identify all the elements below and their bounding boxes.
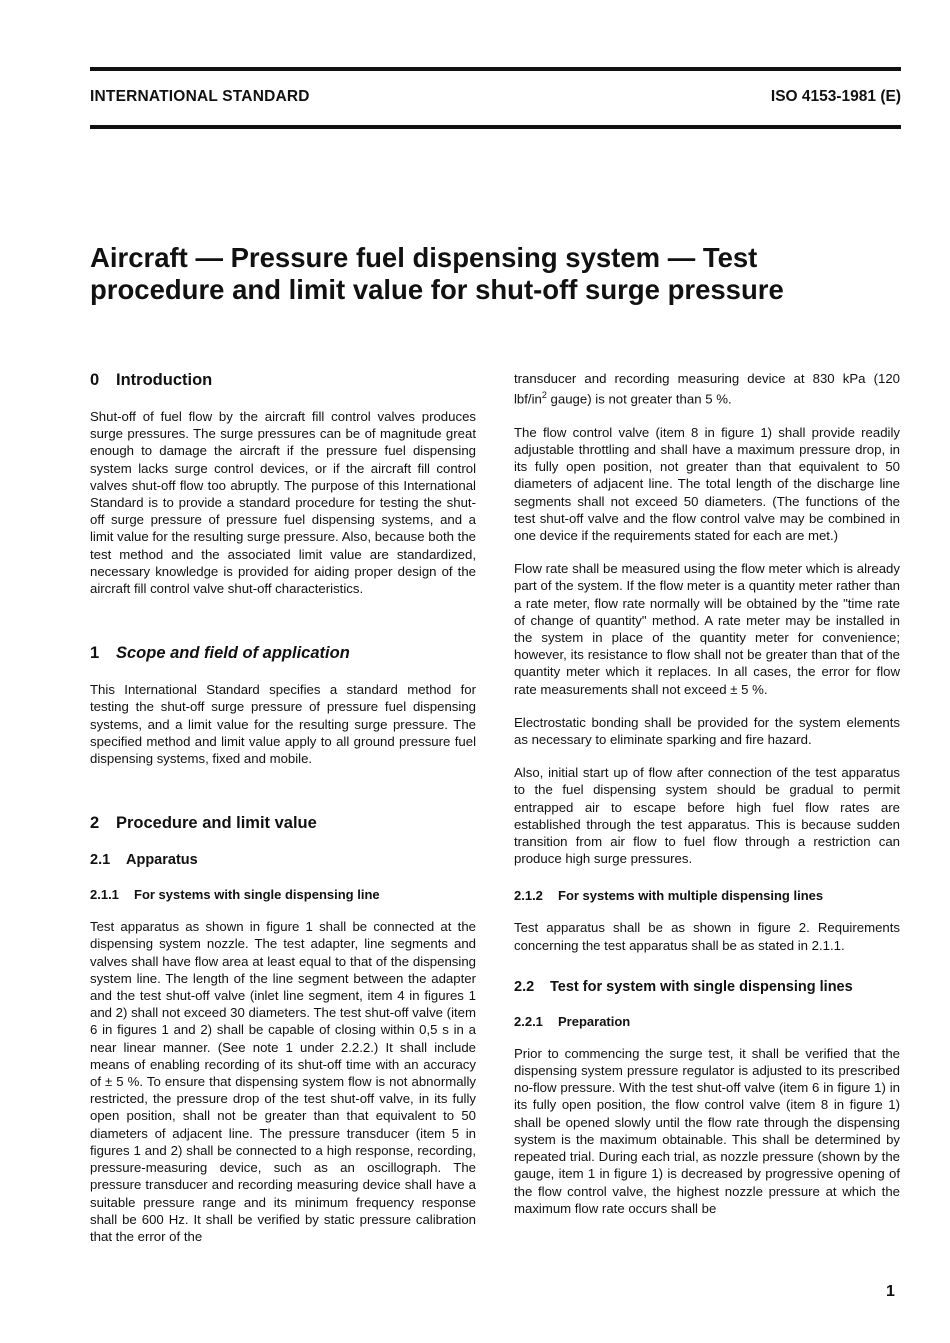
left-column	[90, 370, 476, 1261]
section-2-2-1-paragraph: Prior to commencing the surge test, it shall be verified that the dispensing system pressure regulator is adjusted to its prescribed no-flow pressure. With the test shut-off valve (item 6 in figure 1) in its fully open position, the flow control valve (item 8 in figure 1) shall be opened slowly until the flow rate through the dispensing system is the maximum obtainable. This shall be determined by repeated trial. During each trial, as nozzle pressure (shown by the gauge, item 1 in figure 1) is decreased by progressive opening of the flow control valve, the highest nozzle pressure at which the maximum flow rate occurs shall be	[514, 1045, 900, 1216]
section-number: 0	[90, 371, 100, 389]
section-title: Introduction	[116, 371, 213, 389]
text-run: gauge) is not greater than 5 %.	[546, 391, 732, 407]
header-standard-label: INTERNATIONAL STANDARD	[90, 88, 310, 105]
section-2-1-2-heading	[514, 887, 900, 904]
paragraph-continuation	[514, 370, 900, 408]
section-2-2-1-heading	[514, 1013, 900, 1030]
section-2-1-1-heading	[90, 886, 476, 903]
paragraph-flow-rate: Flow rate shall be measured using the flow meter which is already part of the system. If the flow meter is a quantity meter rather than a rate meter, flow rate normally will be obtained by the "time rate of change of quantity" method. A rate meter may be installed in the system in place of the quantity meter for convenience; however, its resistance to flow shall not be greater than that of the quantity meter which it replaces. In all cases, the error for flow rate measurements shall not exceed ± 5 %.	[514, 561, 900, 697]
section-1-heading	[90, 643, 476, 663]
section-2-1-1-paragraph: Test apparatus as shown in figure 1 shall be connected at the dispensing system nozzle. The test adapter, line segments and valves shall have flow area at least equal to that of the dispensing system line. The length of the line segment between the adapter and the test shut-off valve (inlet line segment, item 4 in figures 1 and 2) shall not exceed 30 diameters. The test shut-off valve (item 6 in figures 1 and 2) shall be capable of closing within 0,5 s in a near linear manner. (See note 1 under 2.2.2.) It shall include means of enabling recording of its shut-off time with an accuracy of ± 5 %. To ensure that dispensing system flow is not abnormally restricted, the pressure drop of the test shut-off valve, in its fully open position, shall not be greater than that equivalent to 50 diameters of adjacent line. The pressure transducer (item 5 in figures 1 and 2) shall be connected to a high response, recording, pressure-measuring device, such as an oscillograph. The pressure transducer and recording measuring device shall have a suitable pressure range and its minimum frequency response shall be 600 Hz. It shall be verified by static pressure calibration that the error of the	[90, 919, 476, 1244]
header-document-number: ISO 4153-1981 (E)	[770, 88, 901, 105]
section-title: Scope and field of application	[116, 644, 350, 663]
section-2-heading	[90, 813, 476, 833]
section-number: 2.1.1	[90, 887, 119, 903]
section-2-2-heading	[514, 978, 900, 996]
header-rule-top	[90, 67, 901, 71]
section-title: Procedure and limit value	[116, 814, 317, 833]
section-number: 1	[90, 644, 100, 663]
section-1-paragraph: This International Standard specifies a standard method for testing the shut-off surge pressure of pressure fuel dispensing systems, and a limit value for the resulting surge pressure. The specified method and limit value apply to all ground pressure fuel dispensing systems, fixed and mobile.	[90, 682, 476, 767]
title-line-2: procedure and limit value for shut-off surge pressure	[90, 274, 784, 305]
paragraph-flow-control-valve: The flow control valve (item 8 in figure 1) shall provide readily adjustable throttling and shall have a maximum pressure drop, in its fully open position, not greater than that equivalent to 50 diameters of adjacent line. The total length of the discharge line segments shall not exceed 50 diameters. (The functions of the test shut-off valve and the flow control valve may be combined in one device if the requirements stated for each are met.)	[514, 424, 900, 544]
text-run: transducer and recording measuring device at 830 kPa (120 lbf/in	[514, 371, 900, 407]
section-2-1-2-paragraph: Test apparatus shall be as shown in figure 2. Requirements concerning the test apparatus shall be as stated in 2.1.1.	[514, 920, 900, 953]
superscript: 2	[541, 390, 547, 401]
section-number: 2	[90, 814, 100, 833]
section-2-1-heading	[90, 851, 476, 869]
section-0-heading	[90, 370, 476, 390]
section-title: Apparatus	[126, 852, 198, 869]
right-column	[514, 370, 900, 1233]
section-number: 2.1	[90, 852, 111, 869]
header-rule-bottom	[90, 125, 901, 129]
document-title	[90, 242, 910, 306]
section-0-paragraph: Shut-off of fuel flow by the aircraft fill control valves produces surge pressures. The surge pressures can be of magnitude great enough to damage the aircraft if the pressure fuel dispensing system lacks surge control devices, or if the aircraft fill control valves shut-off flow too abruptly. The purpose of this International Standard is to provide a standard procedure for testing the shut-off surge pressure of pressure fuel dispensing systems, and a limit value for the resulting surge pressure. Also, because both the test method and the associated limit value are standardized, necessary knowledge is provided for aiding proper design of the aircraft fill control valve shut-off characteristics.	[90, 409, 476, 597]
paragraph-initial-startup: Also, initial start up of flow after connection of the test apparatus to the fuel dispensing system should be gradual to permit entrapped air to escape before high fuel flow rates are established through the test apparatus. This is because sudden transition from air flow to fuel flow through a restriction can produce high surge pressures.	[514, 765, 900, 867]
section-title: Test for system with single dispensing lines	[550, 978, 853, 995]
section-title: Preparation	[558, 1013, 631, 1029]
title-line-1: Aircraft — Pressure fuel dispensing system — Test	[90, 242, 758, 273]
section-number: 2.1.2	[514, 888, 543, 904]
section-number: 2.2.1	[514, 1013, 543, 1029]
page-number: 1	[886, 1283, 895, 1300]
section-number: 2.2	[514, 978, 535, 995]
section-title: For systems with single dispensing line	[134, 887, 380, 903]
paragraph-electrostatic-bonding: Electrostatic bonding shall be provided for the system elements as necessary to eliminate sparking and fire hazard.	[514, 714, 900, 748]
section-title: For systems with multiple dispensing lines	[558, 888, 824, 904]
